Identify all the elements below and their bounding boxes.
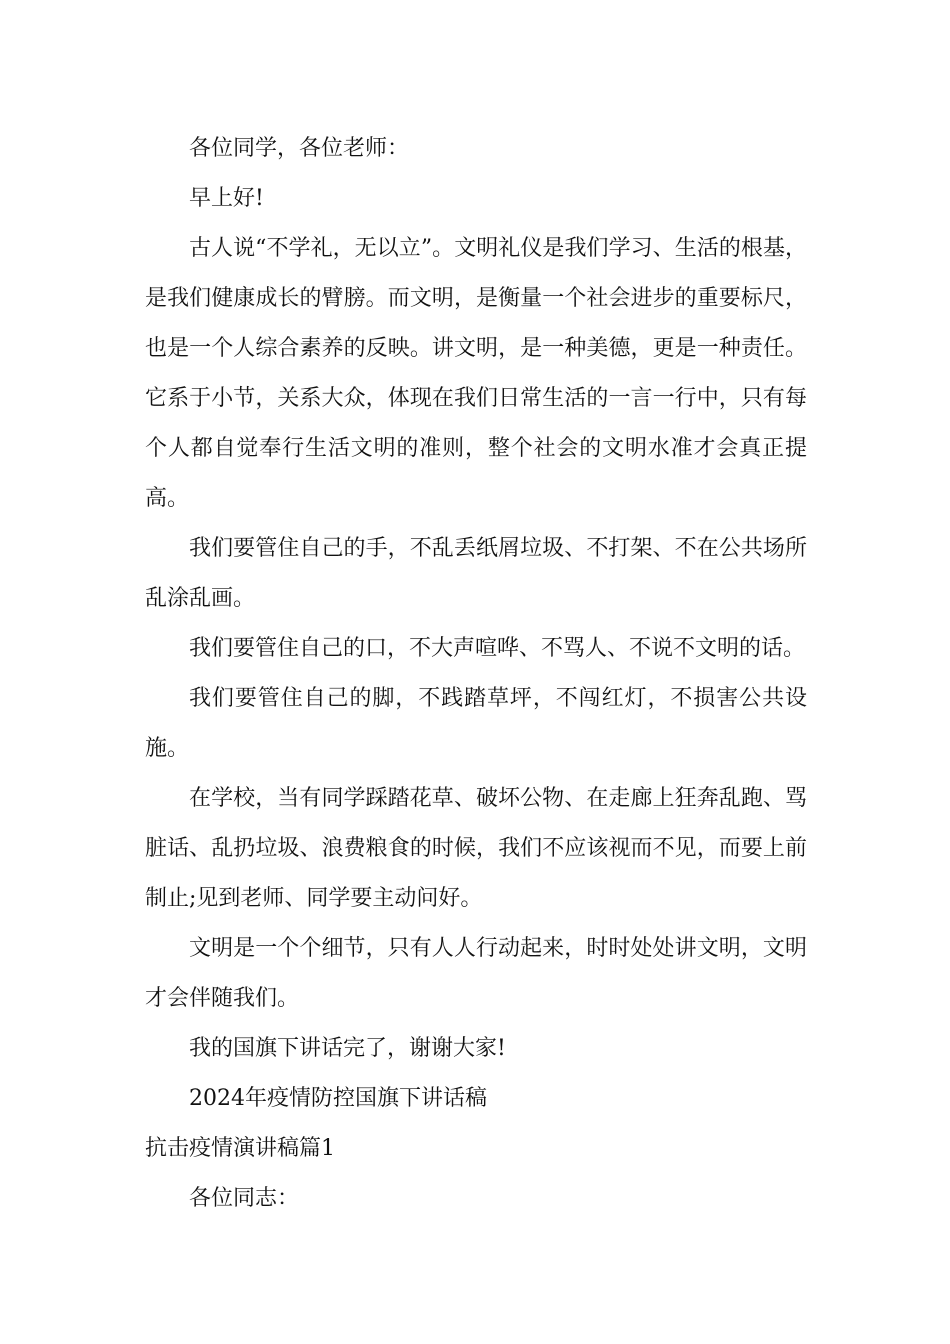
section-title: 2024年疫情防控国旗下讲话稿 bbox=[189, 1086, 487, 1111]
body-paragraph: 在学校，当有同学踩踏花草、破坏公物、在走廊上狂奔乱跑、骂脏话、乱扔垃圾、浪费粮食的时候，我们不应该视而不见，而要上前制止;见到老师、同学要主动问好。 bbox=[145, 786, 807, 911]
body-paragraph: 我们要管住自己的口，不大声喧哗、不骂人、不说不文明的话。 bbox=[189, 636, 806, 661]
body-paragraph: 文明是一个个细节，只有人人行动起来，时时处处讲文明，文明才会伴随我们。 bbox=[145, 936, 807, 1011]
greeting-paragraph: 各位同志： bbox=[189, 1186, 300, 1211]
subsection-heading: 抗击疫情演讲稿篇1 bbox=[145, 1136, 335, 1161]
body-paragraph: 我们要管住自己的脚，不践踏草坪，不闯红灯，不损害公共设施。 bbox=[145, 686, 807, 761]
greeting-paragraph: 各位同学，各位老师： bbox=[189, 136, 410, 161]
body-paragraph: 我们要管住自己的手，不乱丢纸屑垃圾、不打架、不在公共场所乱涂乱画。 bbox=[145, 536, 807, 611]
closing-paragraph: 我的国旗下讲话完了，谢谢大家! bbox=[189, 1036, 506, 1061]
body-paragraph: 古人说“不学礼，无以立”。文明礼仪是我们学习、生活的根基，是我们健康成长的臂膀。而文明，是衡量一个社会进步的重要标尺，也是一个人综合素养的反映。讲文明，是一种美德，更是一种责任。它系于小节，关系大众，体现在我们日常生活的一言一行中，只有每个人都自觉奉行生活文明的准则，整个社会的文明水准才会真正提高。 bbox=[145, 236, 807, 511]
document-body bbox=[145, 124, 807, 1224]
salutation-paragraph: 早上好! bbox=[189, 186, 264, 211]
